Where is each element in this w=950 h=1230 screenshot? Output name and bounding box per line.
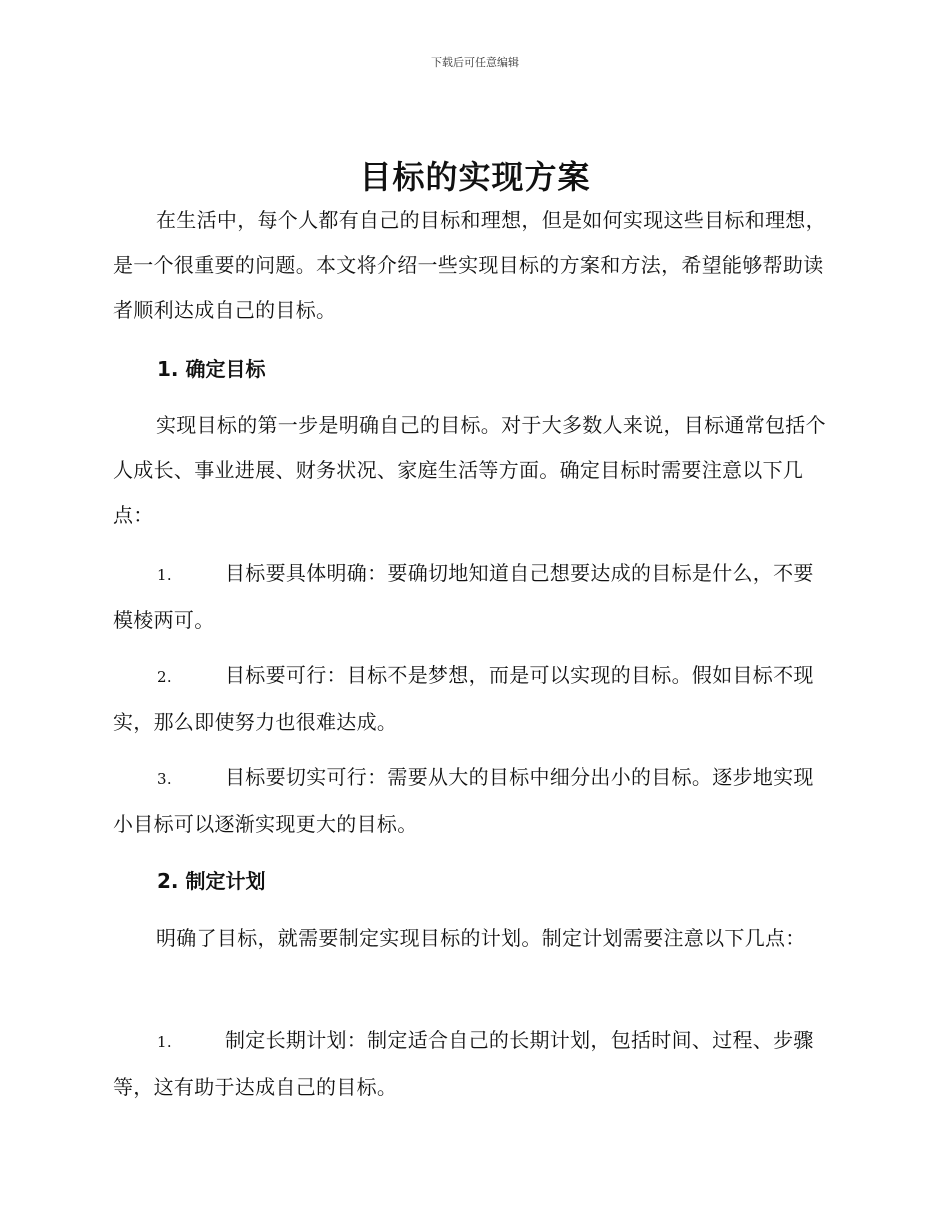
intro-paragraph: 在生活中，每个人都有自己的目标和理想，但是如何实现这些目标和理想，是一个很重要的问题。本文将介绍一些实现目标的方案和方法，希望能够帮助读者顺利达成自己的目标。 xyxy=(113,208,826,322)
list-item-number: 1. xyxy=(157,566,172,584)
list-item-number: 1. xyxy=(157,1033,172,1051)
list-item xyxy=(113,755,833,847)
list-item xyxy=(113,551,833,643)
list-item-text: 目标要切实可行：需要从大的目标中细分出小的目标。逐步地实现小目标可以逐渐实现更大的目标。 xyxy=(113,765,814,836)
list-item-text: 目标要可行：目标不是梦想，而是可以实现的目标。假如目标不现实，那么即使努力也很难达成。 xyxy=(113,663,814,734)
section-1-paragraph: 实现目标的第一步是明确自己的目标。对于大多数人来说，目标通常包括个人成长、事业进展、财务状况、家庭生活等方面。确定目标时需要注意以下几点： xyxy=(113,413,826,527)
header-note: 下载后可任意编辑 xyxy=(431,56,519,69)
section-heading-2: 2. 制定计划 xyxy=(157,869,266,893)
section-heading-1: 1. 确定目标 xyxy=(157,357,266,381)
section-2-paragraph: 明确了目标，就需要制定实现目标的计划。制定计划需要注意以下几点： xyxy=(156,926,806,950)
list-item-number: 2. xyxy=(157,668,172,686)
list-item-text: 制定长期计划：制定适合自己的长期计划，包括时间、过程、步骤等，这有助于达成自己的目标。 xyxy=(113,1028,814,1099)
list-item xyxy=(113,653,833,745)
list-item xyxy=(113,1018,833,1110)
list-item-text: 目标要具体明确：要确切地知道自己想要达成的目标是什么，不要模棱两可。 xyxy=(113,561,814,632)
document-title: 目标的实现方案 xyxy=(359,158,591,196)
list-item-number: 3. xyxy=(157,770,172,788)
